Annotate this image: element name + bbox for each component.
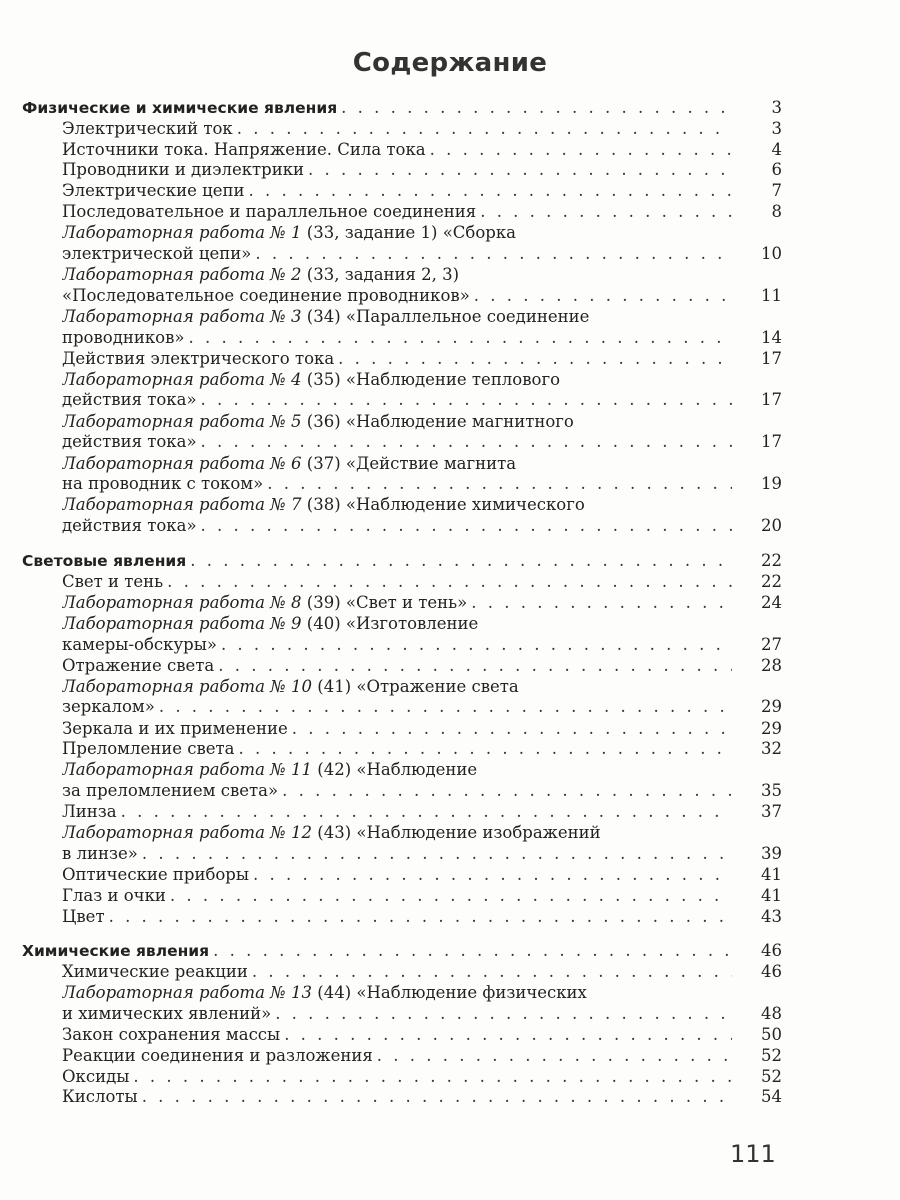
toc-entry-page: 48	[761, 1003, 782, 1023]
toc-entry-line	[22, 328, 782, 349]
dot-leader	[121, 802, 732, 823]
toc-entry-page: 4	[771, 139, 782, 159]
toc-entry-text: (36) «Наблюдение магнитного	[301, 411, 574, 431]
toc-entry-line	[22, 495, 782, 516]
toc-entry-page: 24	[761, 593, 782, 613]
lab-work-label: Лабораторная работа № 5	[62, 411, 302, 431]
toc-entry-text: (42) «Наблюдение	[312, 760, 478, 780]
toc-entry-line	[22, 739, 782, 760]
section-heading-text: Физические и химические явления	[22, 99, 338, 117]
toc-entry-line	[22, 181, 782, 202]
toc-entry-line	[22, 349, 782, 370]
toc-entry-text: (33, задание 1) «Сборка	[301, 222, 517, 242]
toc-entry-text: электрической цепи»	[62, 243, 252, 263]
toc-entry-line	[22, 119, 782, 140]
toc-entry-line	[22, 390, 782, 411]
toc-entry-text: Электрический ток	[62, 118, 233, 138]
toc-section	[22, 98, 782, 537]
toc-entry-page: 46	[761, 962, 782, 982]
toc-section	[22, 551, 782, 927]
toc-entry-page: 17	[761, 390, 782, 410]
dot-leader	[292, 719, 732, 740]
toc-entry-line	[22, 719, 782, 740]
toc-entry-line	[22, 865, 782, 886]
toc-entry-line	[22, 593, 782, 614]
toc-entry-text: в линзе»	[62, 843, 138, 863]
toc-entry-line	[22, 1067, 782, 1088]
toc-entry-page: 6	[771, 160, 782, 180]
toc-entry-text: Реакции соединения и разложения	[62, 1045, 373, 1065]
toc-entry-text: Линза	[62, 802, 117, 822]
toc-entry-text: Электрические цепи	[62, 181, 245, 201]
section-heading	[22, 98, 782, 119]
toc-entry-line	[22, 474, 782, 495]
toc-entry-line	[22, 983, 782, 1004]
section-page-number: 46	[761, 941, 782, 961]
page-title: Содержание	[352, 48, 548, 78]
lab-work-label: Лабораторная работа № 3	[62, 306, 302, 326]
toc-entry-page: 3	[771, 118, 782, 138]
toc-entry-line	[22, 202, 782, 223]
lab-work-label: Лабораторная работа № 6	[62, 453, 302, 473]
toc-entry-text: действия тока»	[62, 516, 197, 536]
toc-entry-page: 37	[761, 802, 782, 822]
toc-entry-line	[22, 572, 782, 593]
toc-section	[22, 941, 782, 1108]
dot-leader	[430, 140, 732, 161]
lab-work-label: Лабораторная работа № 2	[62, 264, 302, 284]
dot-leader	[480, 202, 732, 223]
dot-leader	[284, 1025, 732, 1046]
dot-leader	[474, 286, 732, 307]
toc-entry-line	[22, 286, 782, 307]
lab-work-label: Лабораторная работа № 11	[62, 760, 313, 780]
toc-entry-line	[22, 677, 782, 698]
toc-entry-line	[22, 886, 782, 907]
toc-entry-text: действия тока»	[62, 390, 197, 410]
lab-work-label: Лабораторная работа № 1	[62, 222, 302, 242]
toc-entry-page: 7	[771, 181, 782, 201]
toc-entry-text: Действия электрического тока	[62, 348, 335, 368]
toc-entry-text: Оксиды	[62, 1066, 130, 1086]
dot-leader	[255, 244, 732, 265]
toc-entry-text: Закон сохранения массы	[62, 1024, 281, 1044]
toc-entry-text: (43) «Наблюдение изображений	[312, 823, 601, 842]
dot-leader	[201, 432, 732, 453]
section-page-number: 3	[771, 98, 782, 117]
lab-work-label: Лабораторная работа № 12	[62, 823, 313, 842]
toc-entry-text: Кислоты	[62, 1087, 138, 1107]
lab-work-label: Лабораторная работа № 9	[62, 613, 302, 633]
toc-entry-line	[22, 844, 782, 865]
dot-leader	[109, 907, 732, 928]
toc-entry-text: (40) «Изготовление	[301, 613, 479, 633]
toc-entry-text: Зеркала и их применение	[62, 718, 288, 738]
toc-entry-line	[22, 1004, 782, 1025]
toc-entry-page: 54	[761, 1087, 782, 1107]
toc-entry-line	[22, 635, 782, 656]
toc-entry-text: (39) «Свет и тень»	[301, 593, 468, 613]
toc-entry-text: за преломлением света»	[62, 781, 279, 801]
dot-leader	[201, 516, 732, 537]
toc-entry-line	[22, 516, 782, 537]
toc-entry-text: Свет и тень	[62, 572, 164, 592]
toc-entry-page: 11	[761, 285, 782, 305]
page-number: 111	[730, 1140, 776, 1168]
dot-leader	[201, 390, 732, 411]
toc-entry-page: 19	[761, 474, 782, 494]
toc-entry-line	[22, 412, 782, 433]
toc-entry-text: Отражение света	[62, 655, 215, 675]
toc-entry-text: «Последовательное соединение проводников»	[62, 285, 470, 305]
toc-entry-page: 28	[761, 655, 782, 675]
toc-entry-page: 22	[761, 572, 782, 592]
toc-entry-page: 29	[761, 718, 782, 738]
dot-leader	[133, 1067, 732, 1088]
toc-entry-line	[22, 454, 782, 475]
toc-entry-line	[22, 907, 782, 928]
section-heading-text: Световые явления	[22, 552, 187, 571]
dot-leader	[377, 1046, 732, 1067]
dot-leader	[471, 593, 732, 614]
toc-entry-line	[22, 802, 782, 823]
toc-entry-text: Проводники и диэлектрики	[62, 160, 305, 180]
toc-entry-text: Глаз и очки	[62, 885, 166, 905]
lab-work-label: Лабораторная работа № 7	[62, 495, 302, 515]
lab-work-label: Лабораторная работа № 10	[62, 676, 313, 696]
toc-entry-page: 43	[761, 906, 782, 926]
toc-entry-page: 29	[761, 697, 782, 717]
toc-entry-text: Оптические приборы	[62, 864, 250, 884]
toc-entry-page: 35	[761, 781, 782, 801]
toc-entry-text: (33, задания 2, 3)	[301, 264, 460, 284]
toc-entry-page: 52	[761, 1066, 782, 1086]
toc-entry-line	[22, 1046, 782, 1067]
lab-work-label: Лабораторная работа № 8	[62, 593, 302, 613]
toc-entry-page: 27	[761, 634, 782, 654]
lab-work-label: Лабораторная работа № 13	[62, 982, 313, 1002]
toc-entry-page: 32	[761, 739, 782, 759]
dot-leader	[253, 865, 732, 886]
lab-work-label: Лабораторная работа № 4	[62, 369, 302, 389]
toc-entry-line	[22, 781, 782, 802]
toc-entry-line	[22, 697, 782, 718]
toc-entry-line	[22, 962, 782, 983]
toc-entry-text: проводников»	[62, 327, 185, 347]
toc-entry-page: 41	[761, 864, 782, 884]
toc-entry-page: 20	[761, 516, 782, 536]
dot-leader	[341, 98, 732, 119]
dot-leader	[238, 739, 732, 760]
toc-entry-line	[22, 823, 782, 844]
table-of-contents	[22, 98, 782, 1122]
dot-leader	[308, 160, 732, 181]
section-heading-text: Химические явления	[22, 942, 210, 961]
toc-entry-line	[22, 370, 782, 391]
toc-entry-text: (41) «Отражение света	[312, 676, 519, 696]
toc-entry-line	[22, 432, 782, 453]
toc-entry-text: и химических явлений»	[62, 1003, 272, 1023]
toc-entry-page: 17	[761, 348, 782, 368]
dot-leader	[275, 1004, 732, 1025]
toc-entry-text: Химические реакции	[62, 962, 248, 982]
toc-entry-line	[22, 160, 782, 181]
toc-entry-line	[22, 223, 782, 244]
toc-entry-page: 39	[761, 843, 782, 863]
toc-entry-text: на проводник с током»	[62, 474, 264, 494]
toc-entry-page: 52	[761, 1045, 782, 1065]
toc-entry-page: 50	[761, 1024, 782, 1044]
toc-entry-text: Источники тока. Напряжение. Сила тока	[62, 139, 426, 159]
toc-entry-text: Преломление света	[62, 739, 235, 759]
dot-leader	[167, 572, 732, 593]
section-heading	[22, 941, 782, 962]
toc-entry-line	[22, 1087, 782, 1108]
section-page-number: 22	[761, 551, 782, 571]
toc-entry-line	[22, 1025, 782, 1046]
toc-entry-page: 17	[761, 432, 782, 452]
toc-entry-page: 41	[761, 885, 782, 905]
toc-entry-text: (38) «Наблюдение химического	[301, 495, 585, 515]
toc-entry-page: 10	[761, 243, 782, 263]
dot-leader	[248, 181, 732, 202]
dot-leader	[142, 1087, 732, 1108]
toc-entry-text: Последовательное и параллельное соединения	[62, 201, 477, 221]
dot-leader	[170, 886, 732, 907]
dot-leader	[237, 119, 732, 140]
toc-entry-text: (37) «Действие магнита	[301, 453, 517, 473]
toc-entry-line	[22, 614, 782, 635]
toc-entry-page: 8	[771, 201, 782, 221]
toc-entry-line	[22, 244, 782, 265]
toc-entry-line	[22, 307, 782, 328]
toc-entry-text: (44) «Наблюдение физических	[312, 982, 587, 1002]
toc-entry-page: 14	[761, 327, 782, 347]
dot-leader	[252, 962, 732, 983]
dot-leader	[267, 474, 732, 495]
section-heading	[22, 551, 782, 572]
toc-entry-text: зеркалом»	[62, 697, 155, 717]
dot-leader	[221, 635, 732, 656]
toc-entry-text: (34) «Параллельное соединение	[301, 306, 590, 326]
toc-entry-text: камеры-обскуры»	[62, 634, 217, 654]
toc-entry-line	[22, 265, 782, 286]
toc-entry-line	[22, 140, 782, 161]
toc-entry-text: действия тока»	[62, 432, 197, 452]
dot-leader	[159, 697, 732, 718]
toc-entry-text: (35) «Наблюдение теплового	[301, 369, 561, 389]
dot-leader	[218, 656, 732, 677]
dot-leader	[190, 551, 732, 572]
toc-entry-line	[22, 760, 782, 781]
dot-leader	[142, 844, 732, 865]
dot-leader	[338, 349, 732, 370]
dot-leader	[189, 328, 732, 349]
toc-entry-text: Цвет	[62, 906, 105, 926]
dot-leader	[213, 941, 732, 962]
dot-leader	[282, 781, 732, 802]
toc-entry-line	[22, 656, 782, 677]
